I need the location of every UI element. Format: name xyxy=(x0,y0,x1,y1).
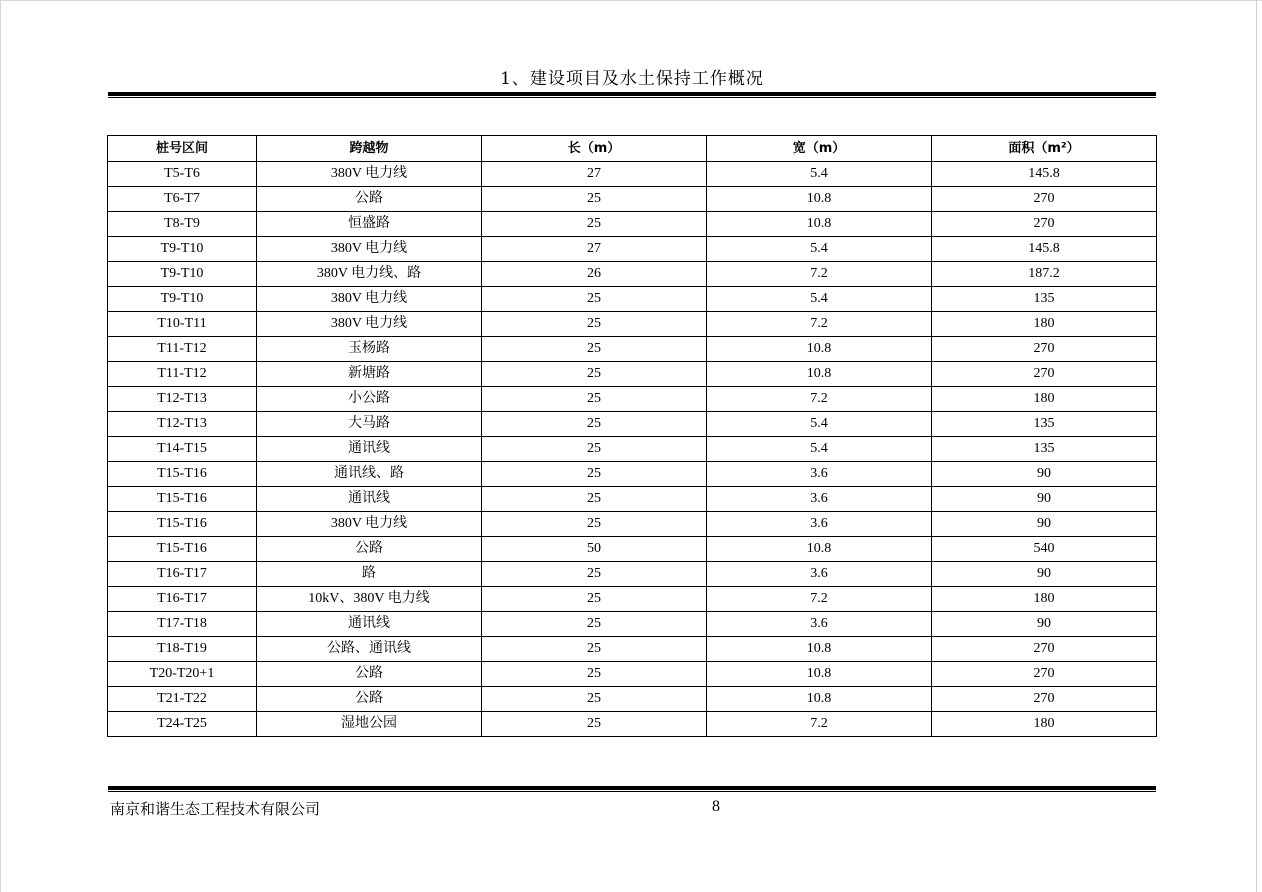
cell-area: 180 xyxy=(932,312,1157,337)
cell-width: 7.2 xyxy=(707,712,932,737)
cell-length: 25 xyxy=(482,212,707,237)
cell-length: 25 xyxy=(482,662,707,687)
cell-width: 3.6 xyxy=(707,562,932,587)
table-row xyxy=(108,462,1157,487)
cell-length: 25 xyxy=(482,312,707,337)
cell-section: T6-T7 xyxy=(108,187,257,212)
table-row xyxy=(108,687,1157,712)
table-row xyxy=(108,637,1157,662)
cell-section: T9-T10 xyxy=(108,262,257,287)
table-row xyxy=(108,712,1157,737)
cell-length: 25 xyxy=(482,287,707,312)
cell-section: T15-T16 xyxy=(108,487,257,512)
header-rule-thick xyxy=(108,92,1156,96)
page-number: 8 xyxy=(712,798,720,815)
cell-crossing: 通讯线 xyxy=(257,612,482,637)
column-header-length: 长（m） xyxy=(482,136,707,162)
cell-crossing: 大马路 xyxy=(257,412,482,437)
cell-width: 7.2 xyxy=(707,312,932,337)
cell-crossing: 公路 xyxy=(257,537,482,562)
table-row xyxy=(108,337,1157,362)
cell-area: 180 xyxy=(932,712,1157,737)
cell-area: 90 xyxy=(932,512,1157,537)
cell-section: T14-T15 xyxy=(108,437,257,462)
cell-width: 3.6 xyxy=(707,462,932,487)
cell-crossing: 公路 xyxy=(257,187,482,212)
cell-length: 25 xyxy=(482,687,707,712)
header-rule-thin xyxy=(108,97,1156,98)
cell-section: T12-T13 xyxy=(108,387,257,412)
table-row xyxy=(108,387,1157,412)
cell-crossing: 公路 xyxy=(257,662,482,687)
cell-crossing: 通讯线 xyxy=(257,437,482,462)
cell-area: 270 xyxy=(932,637,1157,662)
cell-section: T9-T10 xyxy=(108,237,257,262)
page-header-title: 1、建设项目及水土保持工作概况 xyxy=(500,69,764,89)
cell-crossing: 10kV、380V 电力线 xyxy=(257,587,482,612)
table-row xyxy=(108,587,1157,612)
cell-width: 7.2 xyxy=(707,587,932,612)
cell-width: 3.6 xyxy=(707,487,932,512)
cell-crossing: 新塘路 xyxy=(257,362,482,387)
cell-length: 25 xyxy=(482,637,707,662)
table-row xyxy=(108,487,1157,512)
cell-section: T20-T20+1 xyxy=(108,662,257,687)
cell-width: 7.2 xyxy=(707,262,932,287)
cell-width: 7.2 xyxy=(707,387,932,412)
cell-section: T9-T10 xyxy=(108,287,257,312)
column-header-area: 面积（m²） xyxy=(932,136,1157,162)
table-row xyxy=(108,612,1157,637)
cell-length: 25 xyxy=(482,562,707,587)
cell-width: 3.6 xyxy=(707,512,932,537)
cell-area: 145.8 xyxy=(932,162,1157,187)
cell-length: 25 xyxy=(482,437,707,462)
cell-width: 10.8 xyxy=(707,637,932,662)
cell-area: 135 xyxy=(932,412,1157,437)
cell-area: 135 xyxy=(932,437,1157,462)
cell-section: T16-T17 xyxy=(108,562,257,587)
cell-crossing: 通讯线、路 xyxy=(257,462,482,487)
cell-section: T12-T13 xyxy=(108,412,257,437)
cell-length: 25 xyxy=(482,512,707,537)
cell-crossing: 380V 电力线 xyxy=(257,312,482,337)
table-row xyxy=(108,162,1157,187)
cell-width: 10.8 xyxy=(707,212,932,237)
cell-width: 5.4 xyxy=(707,412,932,437)
cell-area: 90 xyxy=(932,487,1157,512)
column-header-crossing: 跨越物 xyxy=(257,136,482,162)
cell-area: 270 xyxy=(932,687,1157,712)
cell-section: T15-T16 xyxy=(108,462,257,487)
cell-length: 27 xyxy=(482,237,707,262)
cell-crossing: 公路 xyxy=(257,687,482,712)
cell-width: 10.8 xyxy=(707,362,932,387)
table-row xyxy=(108,237,1157,262)
table-row xyxy=(108,512,1157,537)
cell-length: 25 xyxy=(482,487,707,512)
crossing-table xyxy=(107,135,1157,737)
page-edge-top xyxy=(0,0,1262,1)
cell-crossing: 380V 电力线 xyxy=(257,287,482,312)
cell-area: 180 xyxy=(932,587,1157,612)
cell-area: 270 xyxy=(932,662,1157,687)
cell-section: T15-T16 xyxy=(108,512,257,537)
cell-length: 25 xyxy=(482,412,707,437)
cell-length: 25 xyxy=(482,462,707,487)
table-body xyxy=(108,162,1157,737)
cell-width: 10.8 xyxy=(707,537,932,562)
cell-area: 90 xyxy=(932,562,1157,587)
cell-area: 180 xyxy=(932,387,1157,412)
footer-rule-thick xyxy=(108,786,1156,790)
table-row xyxy=(108,662,1157,687)
cell-width: 10.8 xyxy=(707,662,932,687)
cell-length: 25 xyxy=(482,712,707,737)
cell-width: 5.4 xyxy=(707,162,932,187)
cell-length: 25 xyxy=(482,337,707,362)
cell-section: T21-T22 xyxy=(108,687,257,712)
cell-crossing: 通讯线 xyxy=(257,487,482,512)
cell-section: T11-T12 xyxy=(108,362,257,387)
cell-length: 25 xyxy=(482,387,707,412)
column-header-section: 桩号区间 xyxy=(108,136,257,162)
footer-rule-thin xyxy=(108,791,1156,792)
cell-area: 187.2 xyxy=(932,262,1157,287)
cell-area: 90 xyxy=(932,612,1157,637)
cell-area: 270 xyxy=(932,362,1157,387)
cell-crossing: 湿地公园 xyxy=(257,712,482,737)
cell-width: 10.8 xyxy=(707,187,932,212)
cell-section: T18-T19 xyxy=(108,637,257,662)
table-row xyxy=(108,412,1157,437)
cell-area: 270 xyxy=(932,187,1157,212)
cell-length: 25 xyxy=(482,187,707,212)
cell-area: 135 xyxy=(932,287,1157,312)
cell-width: 5.4 xyxy=(707,287,932,312)
cell-length: 25 xyxy=(482,362,707,387)
cell-section: T8-T9 xyxy=(108,212,257,237)
cell-crossing: 小公路 xyxy=(257,387,482,412)
page-edge-right xyxy=(1256,0,1257,892)
cell-section: T5-T6 xyxy=(108,162,257,187)
cell-crossing: 玉杨路 xyxy=(257,337,482,362)
table-row xyxy=(108,362,1157,387)
cell-section: T17-T18 xyxy=(108,612,257,637)
cell-section: T10-T11 xyxy=(108,312,257,337)
cell-area: 90 xyxy=(932,462,1157,487)
cell-length: 26 xyxy=(482,262,707,287)
cell-crossing: 380V 电力线 xyxy=(257,237,482,262)
cell-width: 5.4 xyxy=(707,237,932,262)
column-header-width: 宽（m） xyxy=(707,136,932,162)
table-row xyxy=(108,187,1157,212)
cell-area: 270 xyxy=(932,337,1157,362)
cell-width: 5.4 xyxy=(707,437,932,462)
cell-width: 10.8 xyxy=(707,337,932,362)
table-row xyxy=(108,287,1157,312)
cell-length: 25 xyxy=(482,587,707,612)
cell-crossing: 路 xyxy=(257,562,482,587)
cell-length: 27 xyxy=(482,162,707,187)
cell-area: 145.8 xyxy=(932,237,1157,262)
cell-length: 25 xyxy=(482,612,707,637)
table-row xyxy=(108,262,1157,287)
table-row xyxy=(108,437,1157,462)
cell-area: 270 xyxy=(932,212,1157,237)
cell-crossing: 公路、通讯线 xyxy=(257,637,482,662)
cell-crossing: 恒盛路 xyxy=(257,212,482,237)
cell-section: T24-T25 xyxy=(108,712,257,737)
cell-crossing: 380V 电力线 xyxy=(257,162,482,187)
cell-crossing: 380V 电力线、路 xyxy=(257,262,482,287)
table-row xyxy=(108,537,1157,562)
cell-width: 10.8 xyxy=(707,687,932,712)
cell-section: T16-T17 xyxy=(108,587,257,612)
cell-area: 540 xyxy=(932,537,1157,562)
table-row xyxy=(108,312,1157,337)
cell-section: T15-T16 xyxy=(108,537,257,562)
cell-crossing: 380V 电力线 xyxy=(257,512,482,537)
table-row xyxy=(108,212,1157,237)
footer-company-name: 南京和谐生态工程技术有限公司 xyxy=(110,800,321,818)
cell-section: T11-T12 xyxy=(108,337,257,362)
table-header-row xyxy=(108,136,1157,162)
cell-length: 50 xyxy=(482,537,707,562)
cell-width: 3.6 xyxy=(707,612,932,637)
table-row xyxy=(108,562,1157,587)
page-edge-left xyxy=(0,0,1,892)
